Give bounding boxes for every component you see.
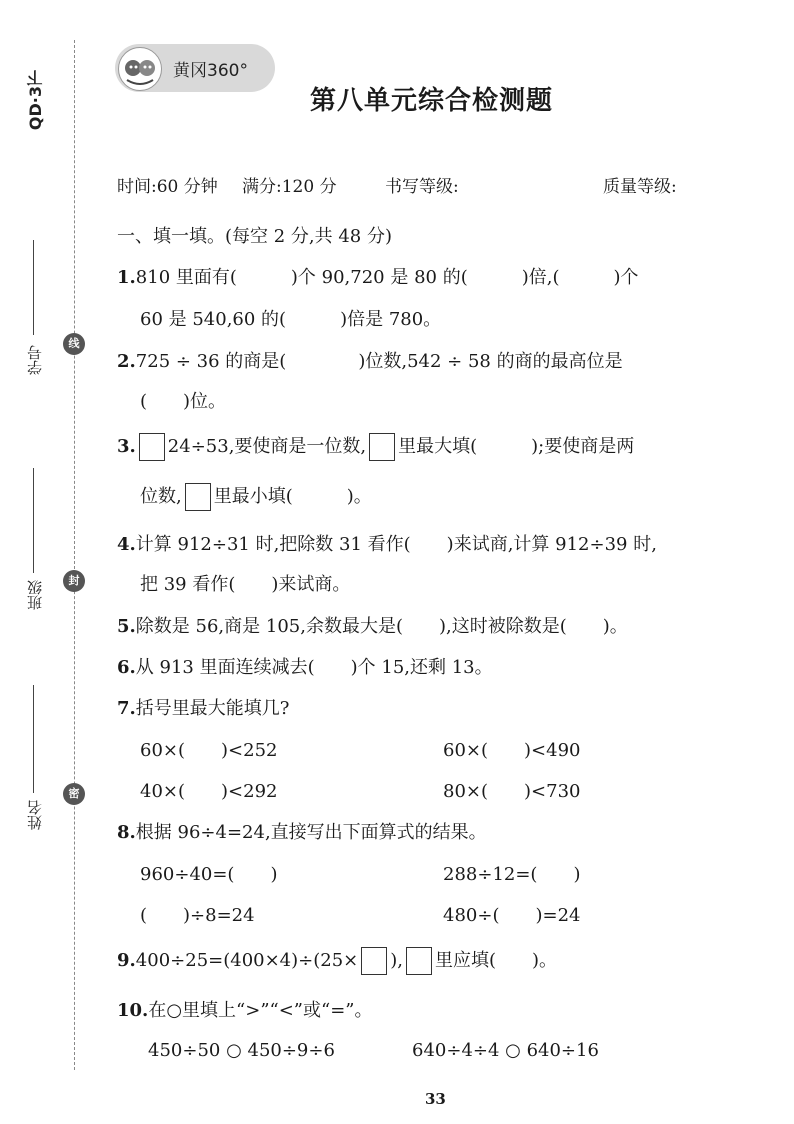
question-text: 里应填( )。	[435, 950, 558, 971]
info-score: 满分:120 分	[242, 177, 337, 197]
question-2-cont: ( )位。	[140, 391, 227, 412]
question-8	[117, 818, 487, 844]
name-label: 姓名	[26, 800, 44, 830]
question-number: 9.	[117, 950, 136, 971]
expr-7a: 60×( )<252	[140, 740, 278, 761]
answer-box[interactable]	[406, 947, 432, 975]
question-10	[117, 996, 373, 1022]
expr-8c: ( )÷8=24	[140, 905, 255, 926]
section-heading: 一、填一填。(每空 2 分,共 48 分)	[117, 226, 393, 247]
question-text: 在○里填上“>”“<”或“=”。	[148, 1000, 373, 1021]
class-label: 班级	[26, 580, 44, 610]
question-number: 8.	[117, 822, 136, 843]
question-text: 400÷25=(400×4)÷(25×	[135, 950, 359, 971]
question-text: 24÷53,要使商是一位数,	[167, 436, 367, 457]
name-blank[interactable]	[33, 685, 34, 793]
seal-line: 线	[63, 333, 85, 355]
cartoon-kids-icon	[118, 47, 162, 91]
binding-line	[74, 40, 75, 1070]
page-title: 第八单元综合检测题	[310, 86, 554, 116]
question-number: 4.	[117, 534, 136, 555]
question-3	[117, 432, 634, 461]
brand-logo-text: 黄冈360°	[173, 61, 248, 81]
expr-10b: 640÷4÷4 ○ 640÷16	[412, 1040, 599, 1061]
question-text: 里最小填( )。	[213, 486, 372, 507]
expr-10a: 450÷50 ○ 450÷9÷6	[148, 1040, 335, 1061]
question-4-cont: 把 39 看作( )来试商。	[140, 574, 351, 595]
question-number: 3.	[117, 436, 136, 457]
question-text: 位数,	[140, 486, 182, 507]
question-number: 1.	[117, 267, 136, 288]
question-text: ),	[390, 950, 403, 971]
grade-code: QD·3下	[26, 70, 45, 131]
question-text: 从 913 里面连续减去( )个 15,还剩 13。	[135, 657, 493, 678]
answer-box[interactable]	[185, 483, 211, 511]
question-text: 里最大填( );要使商是两	[398, 436, 635, 457]
question-text: 810 里面有( )个 90,720 是 80 的( )倍,( )个	[135, 267, 639, 288]
student-no-blank[interactable]	[33, 240, 34, 335]
student-no-label: 学号	[26, 345, 44, 375]
question-5	[117, 612, 628, 638]
expr-7c: 40×( )<292	[140, 781, 278, 802]
expr-8b: 288÷12=( )	[443, 864, 581, 885]
answer-box[interactable]	[361, 947, 387, 975]
expr-8d: 480÷( )=24	[443, 905, 581, 926]
question-number: 7.	[117, 698, 136, 719]
question-2	[117, 347, 623, 373]
expr-7b: 60×( )<490	[443, 740, 581, 761]
question-text: 计算 912÷31 时,把除数 31 看作( )来试商,计算 912÷39 时,	[135, 534, 657, 555]
brand-logo	[115, 44, 275, 92]
info-writing: 书写等级:	[385, 177, 459, 197]
seal-seal: 封	[63, 570, 85, 592]
question-text: 括号里最大能填几?	[135, 698, 290, 719]
question-text: 根据 96÷4=24,直接写出下面算式的结果。	[135, 822, 487, 843]
info-quality: 质量等级:	[603, 177, 677, 197]
question-number: 6.	[117, 657, 136, 678]
expr-8a: 960÷40=( )	[140, 864, 278, 885]
question-3-cont	[140, 482, 372, 511]
question-text: 725 ÷ 36 的商是( )位数,542 ÷ 58 的商的最高位是	[135, 351, 623, 372]
page-number: 33	[425, 1090, 446, 1108]
question-4	[117, 530, 657, 556]
question-number: 10.	[117, 1000, 149, 1021]
seal-secret: 密	[63, 783, 85, 805]
info-time: 时间:60 分钟	[117, 177, 218, 197]
question-9	[117, 946, 557, 975]
question-1	[117, 263, 639, 289]
question-7	[117, 694, 289, 720]
question-number: 5.	[117, 616, 136, 637]
answer-box[interactable]	[139, 433, 165, 461]
question-6	[117, 653, 493, 679]
class-blank[interactable]	[33, 468, 34, 573]
question-text: 除数是 56,商是 105,余数最大是( ),这时被除数是( )。	[135, 616, 628, 637]
expr-7d: 80×( )<730	[443, 781, 581, 802]
question-number: 2.	[117, 351, 136, 372]
question-1-cont: 60 是 540,60 的( )倍是 780。	[140, 309, 442, 330]
answer-box[interactable]	[369, 433, 395, 461]
